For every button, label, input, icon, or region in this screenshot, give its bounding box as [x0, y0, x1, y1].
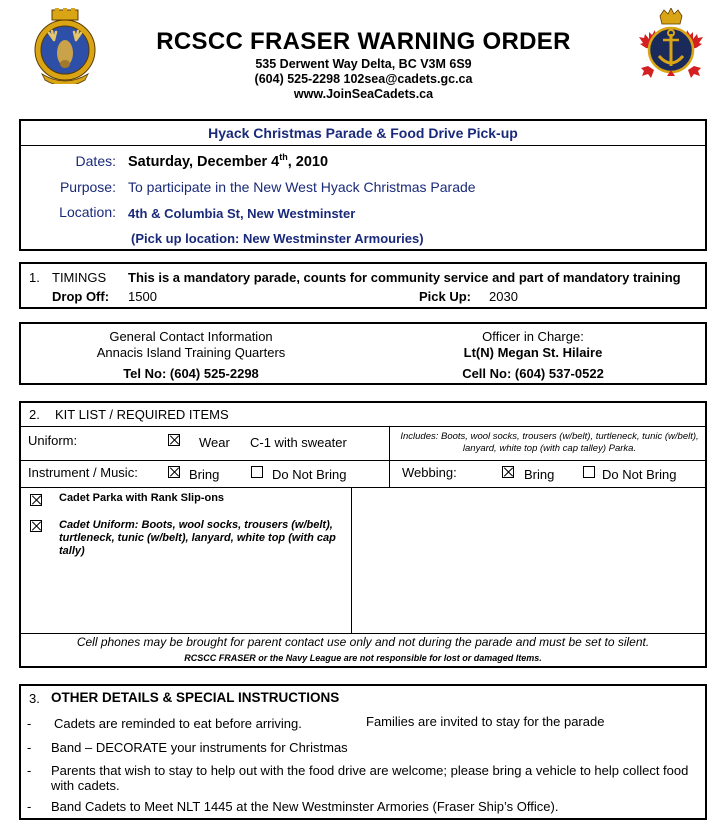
pickup-value: 2030 [489, 289, 518, 304]
uniform-wear-checkbox[interactable] [168, 434, 180, 446]
timings-label: TIMINGS [52, 270, 107, 285]
header-contact: (604) 525-2298 102sea@cadets.gc.ca [254, 72, 473, 86]
header-address: 535 Derwent Way Delta, BC V3M 6S9 [255, 57, 472, 71]
purpose-value: To participate in the New West Hyack Christmas Parade [128, 179, 476, 195]
instrument-donotbring-checkbox[interactable] [251, 466, 263, 478]
detail-item-1: Cadets are reminded to eat before arriving. [54, 716, 302, 731]
detail-item-4: Band Cadets to Meet NLT 1445 at the New Westminster Armories (Fraser Ship’s Office). [51, 799, 559, 814]
webbing-donotbring-label: Do Not Bring [602, 467, 677, 482]
header-website[interactable]: www.JoinSeaCadets.ca [293, 87, 434, 101]
bullet-2: - [27, 740, 32, 755]
event-section [19, 119, 707, 251]
item-parka: Cadet Parka with Rank Slip-ons [59, 492, 225, 504]
officer-title: Officer in Charge: [482, 329, 584, 344]
dropoff-value: 1500 [128, 289, 157, 304]
bullet-3: - [27, 763, 32, 778]
officer-cell: Cell No: (604) 537-0522 [462, 366, 604, 381]
item-uniform: Cadet Uniform: Boots, wool socks, trousers (w/belt), turtleneck, tunic (w/belt), lanyard, white top (with cap tally) [59, 519, 336, 557]
detail-item-3: Parents that wish to stay to help out with the food drive are welcome; please bring a vehicle to help collect food with cadets. [51, 763, 689, 793]
details-title: OTHER DETAILS & SPECIAL INSTRUCTIONS [51, 690, 340, 705]
detail-item-1-extra: Families are invited to stay for the parade [366, 714, 605, 729]
timings-note: This is a mandatory parade, counts for community service and part of mandatory training [128, 270, 681, 285]
detail-item-2: Band – DECORATE your instruments for Christmas [51, 740, 348, 755]
dropoff-label: Drop Off: [52, 289, 110, 304]
general-contact-title: General Contact Information [109, 329, 273, 344]
item-parka-checkbox[interactable] [30, 494, 42, 506]
wear-value: C-1 with sweater [250, 435, 347, 450]
purpose-label: Purpose: [59, 179, 116, 195]
dates-label: Dates: [75, 153, 116, 169]
general-contact-place: Annacis Island Training Quarters [96, 345, 286, 360]
bullet-4: - [27, 799, 32, 814]
location-label: Location: [59, 204, 116, 220]
general-tel: Tel No: (604) 525-2298 [123, 366, 259, 381]
details-number: 3. [29, 691, 40, 706]
webbing-donotbring-checkbox[interactable] [583, 466, 595, 478]
timings-number: 1. [29, 270, 40, 285]
bullet-1: - [27, 716, 32, 731]
event-title: Hyack Christmas Parade & Food Drive Pick-up [21, 121, 705, 146]
kit-title: KIT LIST / REQUIRED ITEMS [55, 407, 229, 422]
officer-name: Lt(N) Megan St. Hilaire [463, 345, 603, 360]
kit-section [19, 401, 707, 668]
location-value: 4th & Columbia St, New Westminster [128, 206, 356, 221]
pickup-location-note: (Pick up location: New Westminster Armouries) [131, 231, 424, 246]
details-section [19, 684, 707, 820]
pickup-label: Pick Up: [419, 289, 472, 304]
kit-number: 2. [29, 407, 40, 422]
timings-section [19, 262, 707, 309]
uniform-includes: Includes: Boots, wool socks, trousers (w/belt), turtleneck, tunic (w/belt), lanyard, white top (with cap talley) Parka. [400, 431, 699, 454]
instrument-bring-label: Bring [189, 467, 220, 482]
page-title: RCSCC FRASER WARNING ORDER [156, 28, 571, 55]
webbing-bring-label: Bring [524, 467, 555, 482]
instrument-bring-checkbox[interactable] [168, 466, 180, 478]
webbing-label: Webbing: [402, 465, 457, 480]
contact-section [19, 322, 707, 385]
phones-note: Cell phones may be brought for parent contact use only and not during the parade and must be set to silent. [76, 635, 650, 649]
uniform-label: Uniform: [28, 433, 78, 448]
item-uniform-checkbox[interactable] [30, 520, 42, 532]
liability-note: RCSCC FRASER or the Navy League are not responsible for lost or damaged Items. [184, 653, 542, 663]
webbing-bring-checkbox[interactable] [502, 466, 514, 478]
instrument-label: Instrument / Music: [28, 465, 138, 480]
wear-label: Wear [199, 435, 230, 450]
instrument-donotbring-label: Do Not Bring [272, 467, 347, 482]
dates-value: Saturday, December 4th, 2010 [128, 152, 329, 170]
